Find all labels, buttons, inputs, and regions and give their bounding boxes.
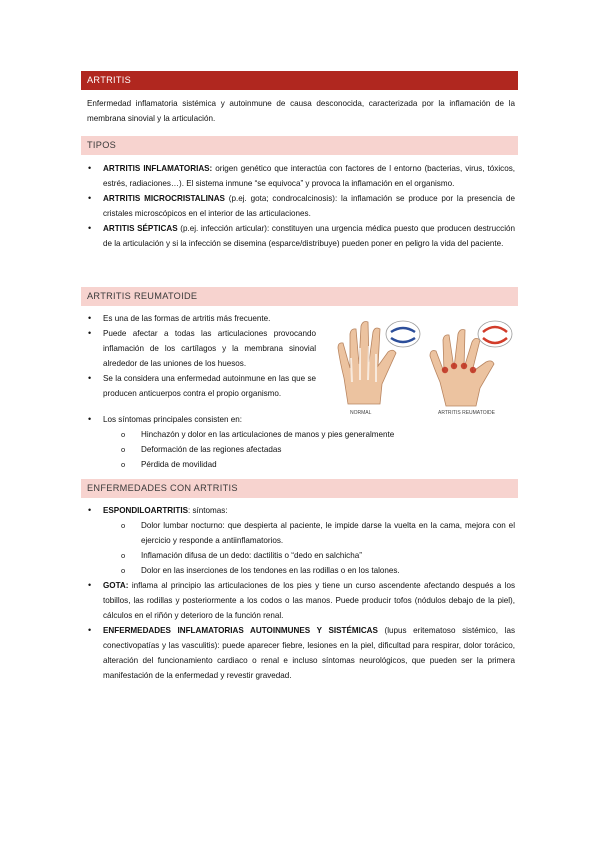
item-text: : síntomas:	[188, 506, 228, 515]
figure-label-normal: NORMAL	[350, 410, 372, 416]
section-header-artritis: ARTRITIS	[81, 71, 518, 90]
normal-joint-inset	[386, 321, 420, 347]
list-item	[81, 221, 515, 251]
list-item	[81, 578, 515, 623]
list-item: • Los síntomas principales consisten en:	[81, 412, 521, 427]
symptom-item: o Inflamación difusa de un dedo: dactilitis o “dedo en salchicha”	[81, 548, 515, 563]
item-term: ARTRITIS INFLAMATORIAS:	[103, 164, 213, 173]
symptom-item: o Dolor en las inserciones de los tendones en las rodillas o en los talones.	[81, 563, 515, 578]
section-header-tipos: TIPOS	[81, 136, 518, 155]
item-term: ESPONDILOARTRITIS	[103, 506, 188, 515]
artritis-definition: Enfermedad inflamatoria sistémica y autoinmune de causa desconocida, caracterizada por la inflamación de la membrana sinovial y la articulación.	[87, 99, 515, 123]
item-term: GOTA:	[103, 581, 129, 590]
item-text: (p.ej. gota; condrocalcinosis): la inflamación se produce por la presencia de cristales microscópicos en el interior de las articulaciones.	[103, 194, 515, 218]
item-text: (lupus eritematoso sistémico, las conectivopatías y las vasculitis): puede aparecer fiebre, lesiones en la piel, dificultad para respirar, dolor torácico, alteración del funcionamiento cardiaco o renal e incluso síntomas neurológicos, que pueden ser la primera manifestación de la enfermedad y revestir gravedad.	[103, 626, 515, 680]
item-term: ARTITIS SÉPTICAS	[103, 224, 178, 233]
symptom-item: o Deformación de las regiones afectadas	[81, 442, 521, 457]
item-term: ARTRITIS MICROCRISTALINAS	[103, 194, 225, 203]
list-item: • Es una de las formas de artritis más frecuente.	[81, 311, 316, 326]
item-text: inflama al principio las articulaciones de los pies y tiene un curso ascendente afectando después a los tobillos, las rodillas y posteriormente a los codos o las manos. Puede producir tofos (nódulos debajo de la piel), cálculos en el riñón y deterioro de la función renal.	[103, 581, 515, 620]
symptom-item: o Dolor lumbar nocturno: que despierta al paciente, le impide darse la vuelta en la cama, mejora con el ejercicio y responde a antiinflamatorios.	[81, 518, 515, 548]
item-text: (p.ej. infección articular): constituyen una urgencia médica puesto que producen destrucción de la articulación y si la infección se disemina (esparce/distribuye) pueden poner en peligro la vida del paciente.	[103, 224, 515, 248]
reumatoide-symptoms-list	[81, 412, 521, 472]
list-item: • Se la considera una enfermedad autoinmune en las que se producen anticuerpos contra el propio organismo.	[81, 371, 316, 401]
list-item	[81, 191, 515, 221]
symptom-item: o Hinchazón y dolor en las articulaciones de manos y pies generalmente	[81, 427, 521, 442]
enfermedades-list	[81, 503, 515, 683]
item-text: origen genético que interactúa con factores de l entorno (bacterias, virus, tóxicos, estrés, radiaciones…). El sistema inmune “se equivoca” y provoca la inflamación en el organismo.	[103, 164, 515, 188]
hands-illustration	[330, 318, 518, 418]
reumatoide-list	[81, 311, 316, 401]
item-term: ENFERMEDADES INFLAMATORIAS AUTOINMUNES Y SISTÉMICAS	[103, 626, 378, 635]
list-item	[81, 623, 515, 683]
list-item	[81, 503, 515, 518]
list-item	[81, 161, 515, 191]
figure-label-arthritic: ARTRITIS REUMATOIDE	[438, 410, 495, 416]
list-item: • Puede afectar a todas las articulaciones provocando inflamación de los cartílagos y la membrana sinovial alrededor de las uniones de los huesos.	[81, 326, 316, 371]
section-header-reumatoide: ARTRITIS REUMATOIDE	[81, 287, 518, 306]
arthritic-joint-inset	[478, 321, 512, 347]
symptom-item: o Pérdida de movilidad	[81, 457, 521, 472]
section-header-enfermedades: ENFERMEDADES CON ARTRITIS	[81, 479, 518, 498]
tipos-list	[81, 161, 515, 251]
hands-svg	[330, 318, 518, 418]
